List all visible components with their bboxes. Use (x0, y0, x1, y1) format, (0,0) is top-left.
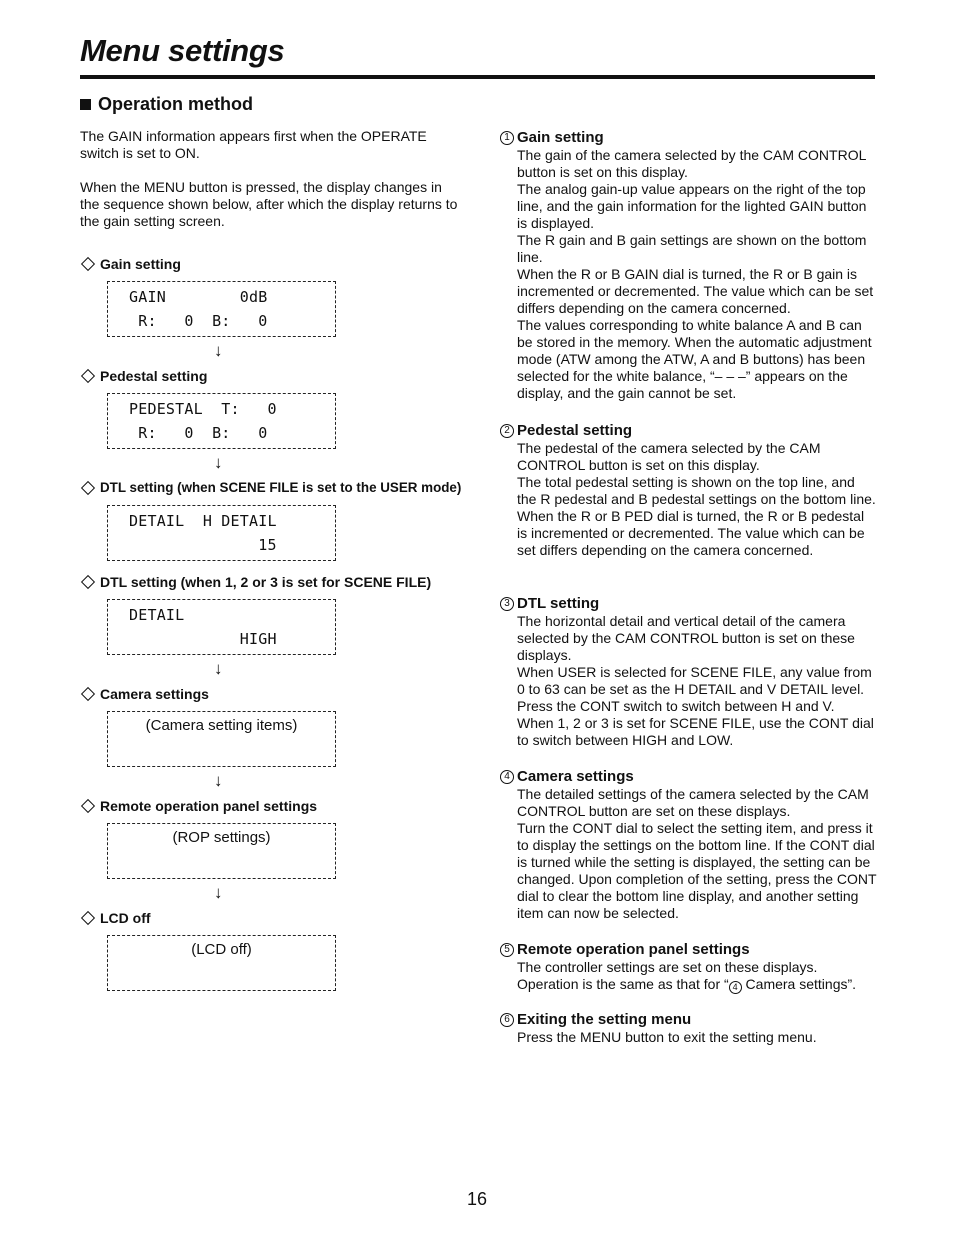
flow-label-text: Remote operation panel settings (100, 798, 318, 814)
diamond-icon (81, 687, 95, 701)
item-paragraph: The pedestal of the camera selected by the CAM CONTROL button is set on this display. (517, 440, 821, 473)
flow-label-text: Pedestal setting (100, 368, 208, 384)
item-paragraph: When 1, 2 or 3 is set for SCENE FILE, use the CONT dial to switch between HIGH and LOW. (517, 715, 874, 748)
diamond-icon (81, 911, 95, 925)
item-gain-setting (500, 128, 878, 402)
item-paragraph: Turn the CONT dial to select the setting item, and press it to display the settings on the bottom line. If the CONT dial is turned while the setting is displayed, the setting can be changed. Upon completion of the setting, press the CONT dial to clear the bottom line display, and another setting item can now be selected. (517, 820, 877, 921)
flow-label-text: LCD off (100, 910, 151, 926)
circled-number-icon: 1 (500, 131, 514, 145)
item-title: Remote operation panel settings (517, 941, 750, 958)
lcd-line-bottom: 15 (129, 536, 277, 554)
circled-number-icon: 4 (729, 981, 742, 994)
flow-label-text: Gain setting (100, 256, 181, 272)
lcd-placeholder-text: (LCD off) (191, 941, 252, 958)
ref-text-after: Camera settings”. (741, 976, 857, 992)
lcd-display-dtl-scene (107, 599, 336, 655)
item-paragraph: The detailed settings of the camera selected by the CAM CONTROL button are set on these displays. (517, 786, 869, 819)
square-bullet-icon (80, 99, 91, 110)
down-arrow-icon: ↓ (214, 453, 223, 472)
item-body (517, 440, 878, 559)
lcd-line-top: DETAIL (129, 606, 185, 624)
down-arrow-icon: ↓ (214, 341, 223, 360)
title-rule (80, 75, 875, 79)
item-body (517, 613, 878, 749)
flow-label-text: DTL setting (when SCENE FILE is set to the USER mode) (100, 480, 462, 495)
item-body (517, 147, 878, 402)
flow-label-text: Camera settings (100, 686, 209, 702)
item-title: DTL setting (517, 595, 600, 612)
flow-label-dtl-scene (80, 574, 431, 590)
lcd-line-top: DETAIL H DETAIL (129, 512, 277, 530)
item-paragraph: The gain of the camera selected by the CAM CONTROL button is set on this display. (517, 147, 866, 180)
flow-label-dtl-user (80, 480, 461, 495)
diamond-icon (81, 257, 95, 271)
lcd-line-bottom: HIGH (129, 630, 277, 648)
item-heading (500, 940, 878, 959)
intro-paragraph-2: When the MENU button is pressed, the display changes in the sequence shown below, after which the display returns to the gain setting screen. (80, 179, 458, 229)
item-heading (500, 594, 878, 613)
item-paragraph: The R gain and B gain settings are shown on the bottom line. (517, 232, 867, 265)
diamond-icon (81, 575, 95, 589)
circled-number-icon: 3 (500, 597, 514, 611)
lcd-display-pedestal (107, 393, 336, 449)
lcd-line-top: PEDESTAL T: 0 (129, 400, 277, 418)
item-paragraph: When the R or B GAIN dial is turned, the R or B gain is incremented or decremented. The value which can be set differs depending on the camera concerned. (517, 266, 874, 316)
flow-label-rop (80, 798, 317, 814)
item-title: Exiting the setting menu (517, 1011, 692, 1028)
item-paragraph (517, 976, 878, 994)
item-heading (500, 421, 878, 440)
down-arrow-icon: ↓ (214, 883, 223, 902)
diamond-icon (81, 369, 95, 383)
lcd-display-dtl-user (107, 505, 336, 561)
down-arrow-icon: ↓ (214, 659, 223, 678)
flow-label-pedestal (80, 368, 207, 384)
flow-label-text: DTL setting (when 1, 2 or 3 is set for SCENE FILE) (100, 574, 432, 590)
item-paragraph: The total pedestal setting is shown on the top line, and the R pedestal and B pedestal settings on the bottom line. (517, 474, 876, 507)
item-remote-panel-settings (500, 940, 878, 994)
item-paragraph: The analog gain-up value appears on the right of the top line, and the gain information for the lighted GAIN button is displayed. (517, 181, 867, 231)
intro-paragraph-1: The GAIN information appears first when the OPERATE switch is set to ON. (80, 128, 427, 161)
lcd-line-top: GAIN 0dB (129, 288, 268, 306)
page-title: Menu settings (80, 33, 285, 68)
item-paragraph: The horizontal detail and vertical detail of the camera selected by the CAM CONTROL button is set on these displays. (517, 613, 855, 663)
item-paragraph: Press the MENU button to exit the setting menu. (517, 1029, 817, 1045)
item-heading (500, 1010, 878, 1029)
item-paragraph: When the R or B PED dial is turned, the R or B pedestal is incremented or decremented. The value which can be set differs depending on the camera concerned. (517, 508, 865, 558)
item-camera-settings (500, 767, 878, 922)
item-heading (500, 767, 878, 786)
item-paragraph: The values corresponding to white balance A and B can be stored in the memory. When the automatic adjustment mode (ATW among the ATW, A and B buttons) has been selected for the white balance, “– – –” appears on the display, and the gain cannot be set. (517, 317, 872, 401)
circled-number-icon: 6 (500, 1013, 514, 1027)
lcd-display-gain (107, 281, 336, 337)
item-body (517, 786, 878, 922)
lcd-placeholder-text: (Camera setting items) (145, 717, 298, 734)
diamond-icon (81, 480, 95, 494)
flow-label-gain (80, 256, 181, 272)
item-body (517, 959, 878, 994)
lcd-display-camera (107, 711, 336, 767)
page-number: 16 (466, 1189, 488, 1209)
circled-number-icon: 5 (500, 943, 514, 957)
diamond-icon (81, 799, 95, 813)
section-heading (80, 94, 253, 115)
item-paragraph: When USER is selected for SCENE FILE, any value from 0 to 63 can be set as the H DETAIL and V DETAIL level. Press the CONT switch to switch between H and V. (517, 664, 872, 714)
flow-label-lcd-off (80, 910, 151, 926)
lcd-display-lcd-off (107, 935, 336, 991)
item-paragraph: The controller settings are set on these displays. (517, 959, 818, 975)
down-arrow-icon: ↓ (214, 771, 223, 790)
circled-number-icon: 4 (500, 770, 514, 784)
lcd-line-bottom: R: 0 B: 0 (129, 424, 268, 442)
section-heading-text: Operation method (98, 94, 254, 114)
item-dtl-setting (500, 594, 878, 749)
item-heading (500, 128, 878, 147)
circled-number-icon: 2 (500, 424, 514, 438)
flow-label-camera (80, 686, 209, 702)
lcd-placeholder-text: (ROP settings) (172, 829, 271, 846)
item-exit-menu (500, 1010, 878, 1046)
ref-text-before: Operation is the same as that for “ (517, 976, 729, 992)
item-title: Camera settings (517, 768, 634, 785)
item-body (517, 1029, 878, 1046)
item-title: Gain setting (517, 129, 604, 146)
lcd-display-rop (107, 823, 336, 879)
lcd-line-bottom: R: 0 B: 0 (129, 312, 268, 330)
item-title: Pedestal setting (517, 422, 633, 439)
item-pedestal-setting (500, 421, 878, 559)
